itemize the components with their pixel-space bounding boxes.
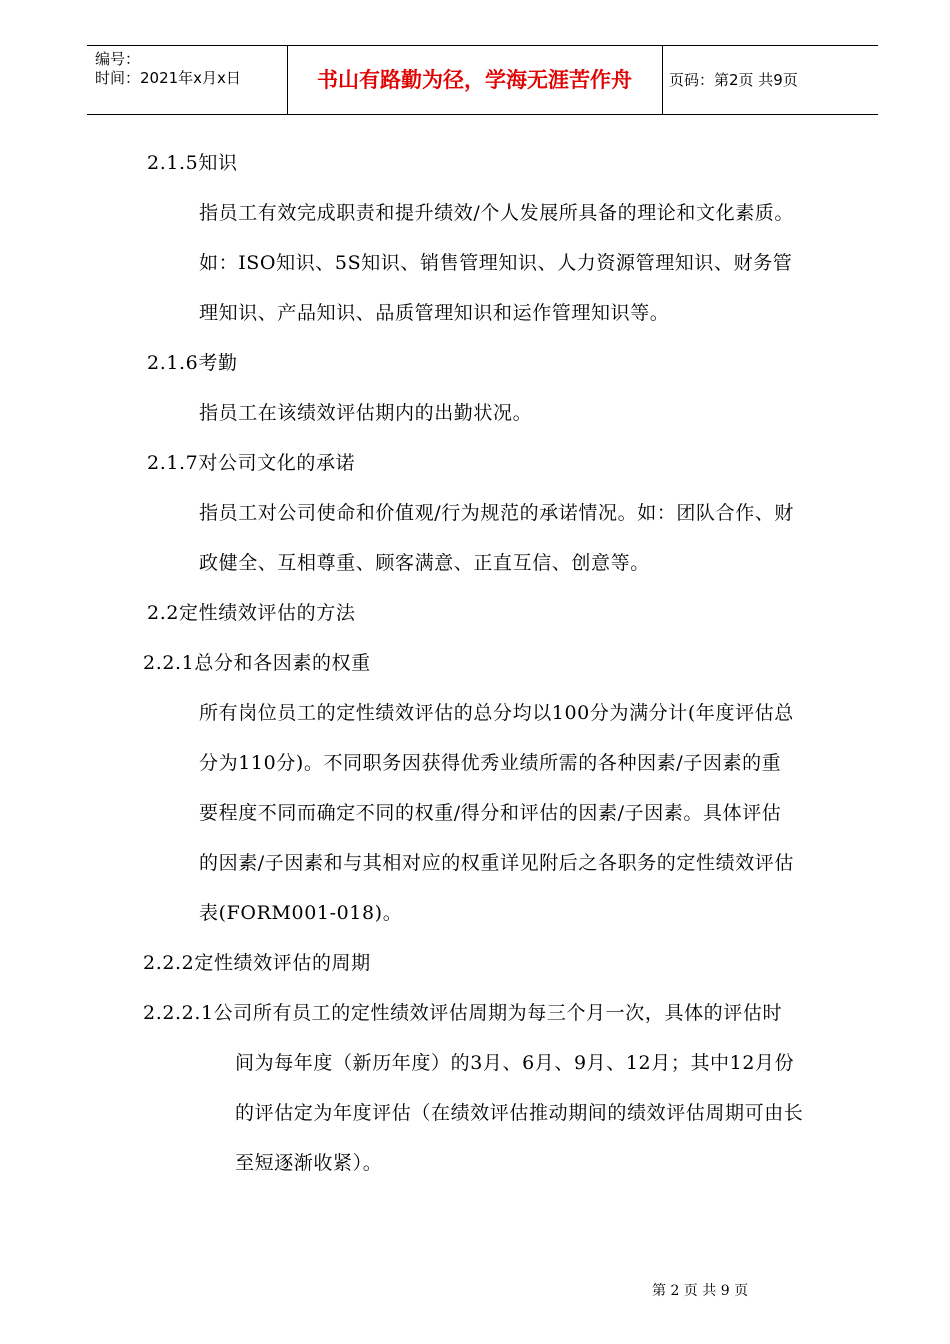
header-motto: 书山有路勤为径，学海无涯苦作舟 <box>317 68 632 92</box>
paragraph-line: 表(FORM001-018)。 <box>199 902 403 924</box>
paragraph-line: 指员工在该绩效评估期内的出勤状况。 <box>199 402 533 424</box>
header-divider-right <box>662 46 663 114</box>
paragraph-line: 理知识、产品知识、品质管理知识和运作管理知识等。 <box>199 302 670 324</box>
paragraph-line: 政健全、互相尊重、顾客满意、正直互信、创意等。 <box>199 552 650 574</box>
section-heading-2-1-7: 2.1.7对公司文化的承诺 <box>147 452 356 474</box>
paragraph-line: 指员工有效完成职责和提升绩效/个人发展所具备的理论和文化素质。 <box>199 202 795 224</box>
document-time-label: 时间：2021年x月x日 <box>95 69 241 87</box>
page-footer-number: 第 2 页 共 9 页 <box>652 1283 749 1299</box>
paragraph-line: 的评估定为年度评估（在绩效评估推动期间的绩效评估周期可由长 <box>235 1102 804 1124</box>
section-heading-2-1-6: 2.1.6考勤 <box>147 352 238 374</box>
paragraph-line: 至短逐渐收紧）。 <box>235 1152 383 1174</box>
document-code-label: 编号： <box>95 50 141 68</box>
section-heading-2-2: 2.2定性绩效评估的方法 <box>147 602 356 624</box>
paragraph-line: 要程度不同而确定不同的权重/得分和评估的因素/子因素。具体评估 <box>199 802 782 824</box>
paragraph-line: 指员工对公司使命和价值观/行为规范的承诺情况。如：团队合作、财 <box>199 502 795 524</box>
paragraph-line: 间为每年度（新历年度）的3月、6月、9月、12月；其中12月份 <box>235 1052 795 1074</box>
paragraph-line-2-2-2-1: 2.2.2.1公司所有员工的定性绩效评估周期为每三个月一次，具体的评估时 <box>143 1002 783 1024</box>
page-header <box>87 45 878 115</box>
section-heading-2-1-5: 2.1.5知识 <box>147 152 238 174</box>
paragraph-line: 的因素/子因素和与其相对应的权重详见附后之各职务的定性绩效评估 <box>199 852 795 874</box>
paragraph-line: 分为110分)。不同职务因获得优秀业绩所需的各种因素/子因素的重 <box>199 752 782 774</box>
header-meta <box>87 46 287 114</box>
section-heading-2-2-1: 2.2.1总分和各因素的权重 <box>143 652 371 674</box>
paragraph-line: 如：ISO知识、5S知识、销售管理知识、人力资源管理知识、财务管 <box>199 252 793 274</box>
paragraph-line: 所有岗位员工的定性绩效评估的总分均以100分为满分计(年度评估总 <box>199 702 794 724</box>
section-heading-2-2-2: 2.2.2定性绩效评估的周期 <box>143 952 371 974</box>
header-page-info: 页码：第2页 共9页 <box>669 71 798 89</box>
